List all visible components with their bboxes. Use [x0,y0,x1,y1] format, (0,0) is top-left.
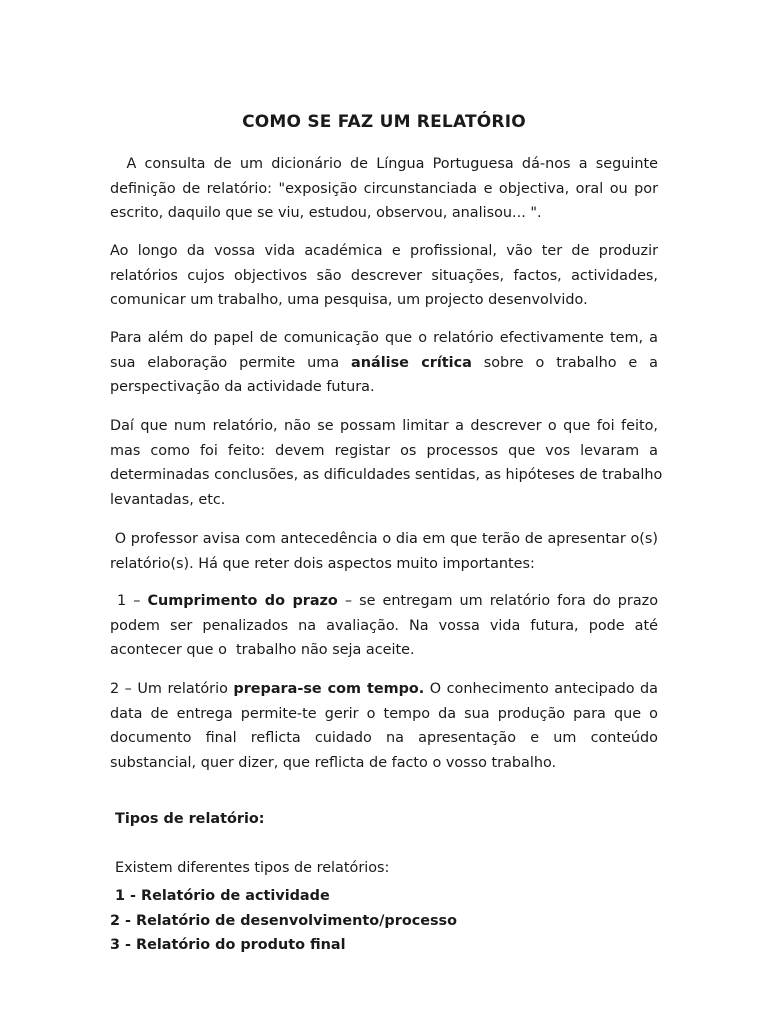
paragraph-line: Ao longo da vossa vida académica e profissional, vão ter de produzir [110,243,658,259]
bold-text: prepara-se com tempo. [233,681,425,697]
paragraph-line: determinadas conclusões, as dificuldades sentidas, as hipóteses de trabalho [110,467,663,484]
bold-text: análise crítica [351,354,472,371]
paragraph-line: escrito, daquilo que se viu, estudou, observou, analisou... ". [110,205,542,222]
paragraph-line: perspectivação da actividade futura. [110,379,375,396]
section-title: Tipos de relatório: [115,811,265,827]
paragraph-line: documento final reflicta cuidado na apresentação e um conteúdo [110,730,658,747]
paragraph-line: Para além do papel de comunicação que o relatório efectivamente tem, a [110,330,658,346]
text-run: – se entregam um relatório fora do prazo [337,593,658,609]
paragraph-line: acontecer que o trabalho não seja aceite. [110,642,415,659]
paragraph-line: relatórios cujos objectivos são descrever situações, factos, actividades, [110,267,658,284]
document-title: COMO SE FAZ UM RELATÓRIO [242,112,526,132]
paragraph-line: Daí que num relatório, não se possam limitar a descrever o que foi feito, [110,418,658,434]
paragraph-preparation [110,677,658,775]
paragraph-how-done [110,414,663,512]
paragraph-line: data de entrega permite-te gerir o tempo da sua produção para que o [110,705,658,722]
paragraph-line: podem ser penalizados na avaliação. Na vossa vida futura, pode até [110,617,658,634]
paragraph-deadline [110,589,658,663]
text-run: sobre o trabalho e a [471,354,658,371]
paragraph-line [110,351,658,376]
bold-text: Cumprimento do prazo [147,593,338,609]
list-item: 3 - Relatório do produto final [110,937,346,954]
text-run: sua elaboração permite uma [110,354,352,371]
report-types-list [110,884,457,958]
paragraph-line [110,677,658,702]
text-run: 1 – [110,593,148,609]
paragraph-line [110,589,658,614]
paragraph-academic-life [110,239,658,313]
list-item: 1 - Relatório de actividade [110,888,330,904]
paragraph-line: levantadas, etc. [110,491,226,508]
paragraph-definition [110,152,658,226]
list-intro: Existem diferentes tipos de relatórios: [115,860,390,876]
paragraph-line: substancial, quer dizer, que reflicta de facto o vosso trabalho. [110,754,557,771]
paragraph-line: comunicar um trabalho, uma pesquisa, um projecto desenvolvido. [110,292,588,309]
paragraph-line: relatório(s). Há que reter dois aspectos muito importantes: [110,555,535,572]
text-run: O conhecimento antecipado da [424,681,658,697]
paragraph-line: O professor avisa com antecedência o dia em que terão de apresentar o(s) [110,531,658,547]
text-run: 2 – Um relatório [110,681,234,697]
paragraph-line: A consulta de um dicionário de Língua Portuguesa dá-nos a seguinte [110,156,658,172]
paragraph-line: definição de relatório: "exposição circunstanciada e objectiva, oral ou por [110,180,658,197]
paragraph-teacher-notice [110,527,658,576]
list-item: 2 - Relatório de desenvolvimento/processo [110,912,458,929]
paragraph-communication-role [110,326,658,400]
paragraph-line: mas como foi feito: devem registar os processos que vos levaram a [110,442,658,459]
